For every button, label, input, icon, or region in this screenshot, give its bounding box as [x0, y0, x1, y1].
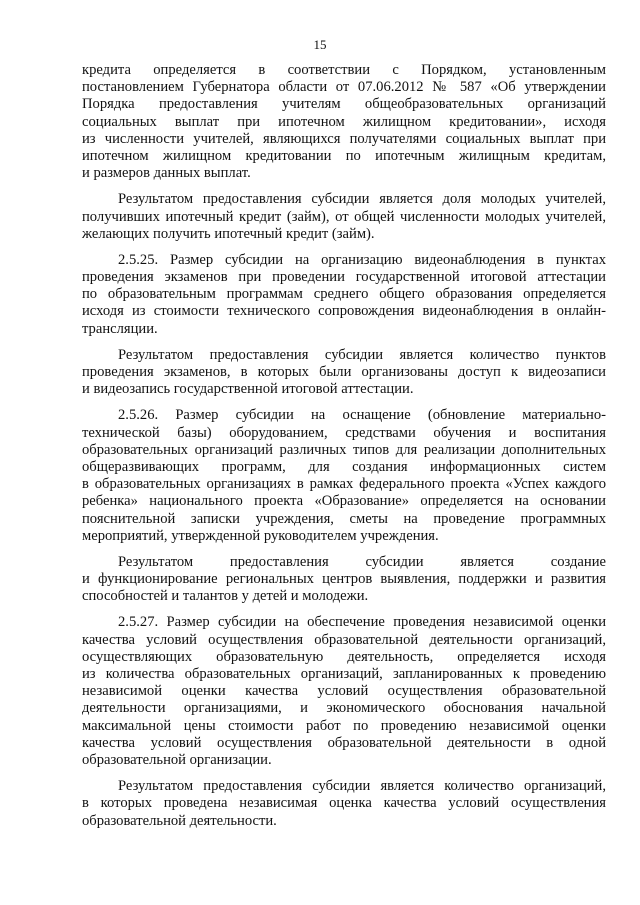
text-line: способностей и талантов у детей и молодежи.: [82, 588, 369, 605]
text-line: качества условий осуществления образовательной деятельности в одной: [82, 734, 606, 751]
text-line: Результатом предоставления субсидии является доля молодых учителей,: [118, 191, 606, 208]
paragraph-gap: [82, 769, 606, 778]
text-line: осуществляющих образовательную деятельность, определяется исходя: [82, 648, 606, 665]
text-line: технической базы) оборудованием, средствами обучения и воспитания: [82, 424, 606, 441]
text-line: образовательных организаций различных типов для реализации дополнительных: [82, 441, 606, 458]
text-line: общеразвивающих программ, для создания информационных систем: [82, 458, 606, 475]
text-line: постановлением Губернатора области от 07.06.2012 № 587 «Об утверждении: [82, 79, 606, 96]
text-line: 2.5.26. Размер субсидии на оснащение (обновление материально-: [118, 407, 606, 424]
text-line: и видеозапись государственной итоговой аттестации.: [82, 381, 414, 398]
page-number: 15: [313, 37, 327, 52]
text-line: качества условий осуществления образовательной деятельности организаций,: [82, 631, 606, 648]
text-line: проведения экзаменов при проведении государственной итоговой аттестации: [82, 269, 606, 286]
paragraph-gap: [82, 243, 606, 252]
text-line: получивших ипотечный кредит (займ), от общей численности молодых учителей,: [82, 208, 606, 225]
paragraph: [82, 554, 606, 606]
document-body: [82, 62, 606, 830]
text-line: ипотечном жилищном кредитовании по ипотечным жилищным кредитам,: [82, 147, 606, 164]
text-line: социальных выплат при ипотечном жилищном кредитовании», исходя: [82, 113, 606, 130]
text-line: трансляции.: [82, 320, 158, 337]
text-line: желающих получить ипотечный кредит (займ).: [82, 225, 375, 242]
text-line: максимальной цены стоимости работ по проведению независимой оценки: [82, 717, 606, 734]
text-line: из численности учителей, являющихся получателями социальных выплат при: [82, 130, 606, 147]
text-line: пояснительной записки учреждения, сметы на проведение программных: [82, 510, 606, 527]
paragraph-gap: [82, 545, 606, 554]
text-line: и функционирование региональных центров выявления, поддержки и развития: [82, 571, 606, 588]
paragraph: [82, 62, 606, 182]
text-line: деятельности организациями, и экономического обоснования начальной: [82, 700, 606, 717]
paragraph: [82, 347, 606, 399]
text-line: в которых проведена независимая оценка качества условий осуществления: [82, 795, 606, 812]
paragraph: [82, 191, 606, 243]
text-line: из количества образовательных организаций, запланированных к проведению: [82, 666, 606, 682]
text-line: и размеров данных выплат.: [82, 165, 251, 182]
text-line: 2.5.25. Размер субсидии на организацию видеонаблюдения в пунктах: [118, 251, 606, 268]
text-line: в образовательных организациях в рамках федерального проекта «Успех каждого: [82, 476, 606, 493]
paragraph: [82, 778, 606, 830]
paragraph-gap: [82, 182, 606, 191]
paragraph: [82, 252, 606, 338]
text-line: исходя из стоимости технического сопровождения видеонаблюдения в онлайн-: [82, 303, 606, 320]
text-line: 2.5.27. Размер субсидии на обеспечение проведения независимой оценки: [118, 614, 606, 631]
text-line: мероприятий, утвержденной руководителем учреждения.: [82, 527, 439, 544]
text-line: кредита определяется в соответствии с Порядком, установленным: [82, 62, 606, 78]
text-line: Результатом предоставления субсидии является создание: [118, 553, 606, 570]
paragraph: [82, 407, 606, 545]
text-line: Порядка предоставления учителям общеобразовательных организаций: [82, 96, 606, 113]
text-line: Результатом предоставления субсидии является количество пунктов: [118, 346, 606, 363]
text-line: по образовательным программам среднего общего образования определяется: [82, 286, 606, 303]
text-line: независимой оценки качества условий осуществления образовательной: [82, 683, 606, 700]
paragraph-gap: [82, 338, 606, 347]
paragraph-gap: [82, 398, 606, 407]
paragraph: [82, 614, 606, 769]
text-line: образовательной организации.: [82, 751, 272, 768]
paragraph-gap: [82, 605, 606, 614]
text-line: Результатом предоставления субсидии является количество организаций,: [118, 778, 606, 795]
text-line: образовательной деятельности.: [82, 812, 277, 829]
text-line: ребенка» национального проекта «Образование» определяется на основании: [82, 493, 606, 510]
text-line: проведения экзаменов, в которых были организованы доступ к видеозаписи: [82, 364, 606, 380]
